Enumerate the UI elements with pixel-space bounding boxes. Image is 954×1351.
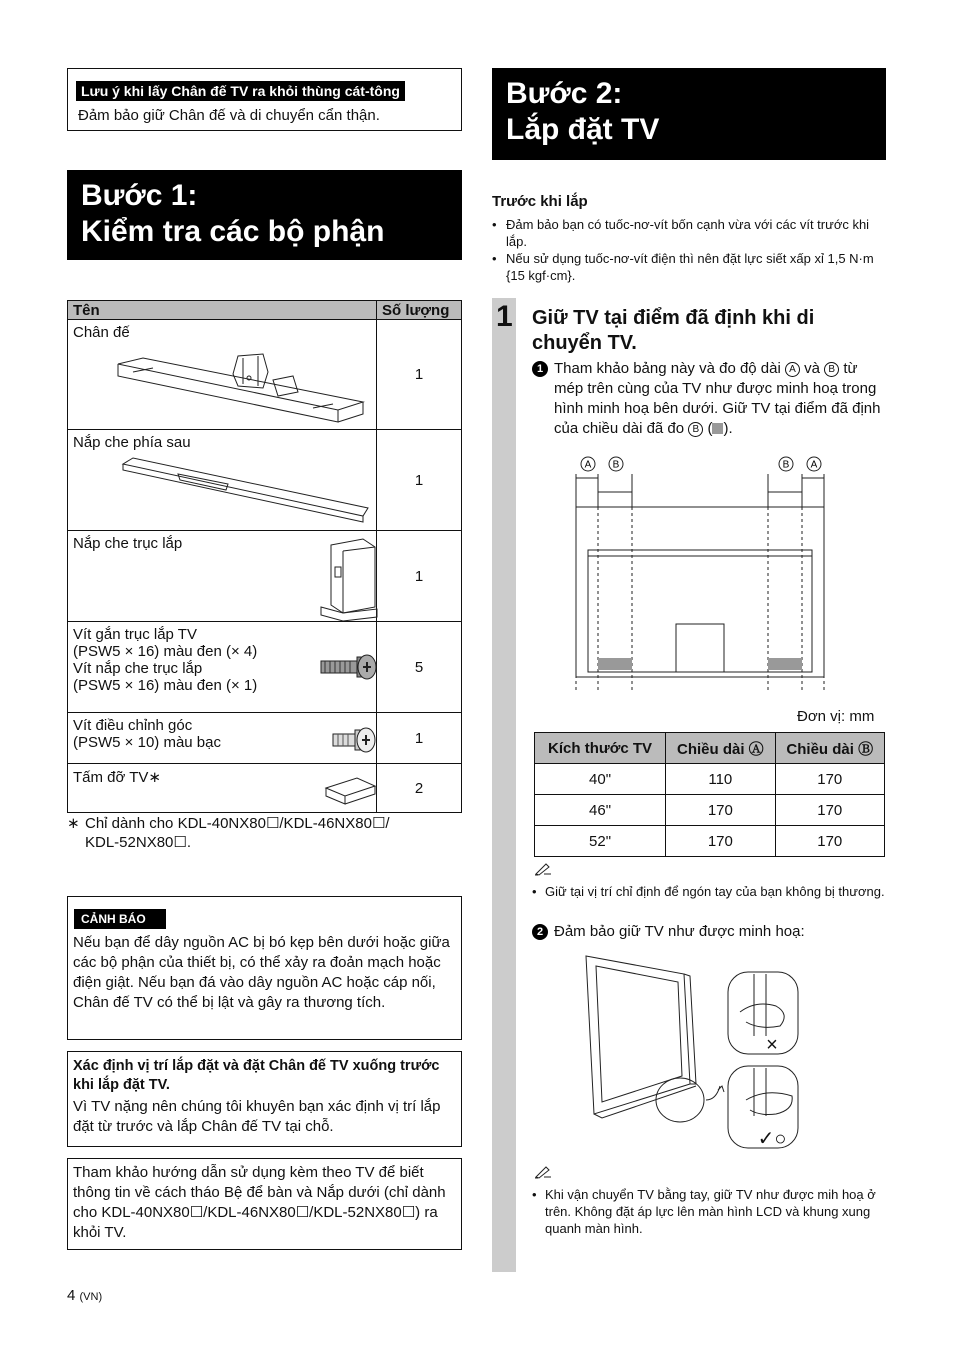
page-number-value: 4 xyxy=(67,1287,76,1304)
step2-heading xyxy=(492,68,886,160)
warning-label: CẢNH BÁO xyxy=(74,909,166,929)
step1-heading-line2: Kiểm tra các bộ phận xyxy=(81,215,385,248)
pencil-note-icon xyxy=(534,862,552,876)
list-item: • Khi vận chuyển TV bằng tay, giữ TV như được mih hoạ ở trên. Không đặt áp lực lên màn hình LCD và khung xung quanh màn hình. xyxy=(532,1186,887,1237)
diagram-label-b-right: B xyxy=(782,459,790,471)
screw-silver-image xyxy=(329,725,379,755)
item-number-badge: 2 xyxy=(532,924,548,940)
part-name: Nắp che phía sau xyxy=(73,434,191,451)
page-number-suffix: (VN) xyxy=(79,1291,103,1303)
unit-label: Đơn vị: mm xyxy=(797,708,875,725)
list-item: • Nếu sử dụng tuốc-nơ-vít điện thì nên đặt lực siết xấp xỉ 1,5 N·m {15 kgf·cm}. xyxy=(492,250,886,284)
table-cell: 46" xyxy=(535,795,666,826)
part-name-line: (PSW5 × 16) màu đen (× 4) xyxy=(73,643,258,660)
tv-holding-illustration xyxy=(580,950,820,1150)
reference-box xyxy=(67,1158,462,1250)
parts-header-name: Tên xyxy=(68,301,377,320)
step2-heading-line2: Lắp đặt TV xyxy=(506,113,660,146)
part-name: Chân đế xyxy=(73,324,130,341)
table-row xyxy=(68,531,462,622)
substep-item-2 xyxy=(532,923,887,940)
table-row xyxy=(68,764,462,813)
before-list xyxy=(492,216,886,284)
notice-text: Đảm bảo giữ Chân đế và di chuyển cẩn thận. xyxy=(78,107,380,124)
part-name: Nắp che trục lắp xyxy=(73,535,183,552)
table-cell: 170 xyxy=(666,795,775,826)
step2-heading-line1: Bước 2: xyxy=(506,77,623,110)
warning-box xyxy=(67,896,462,1040)
footnote-line1: Chỉ dành cho KDL-40NX80☐/KDL-46NX80☐/ xyxy=(85,815,390,832)
table-cell: 170 xyxy=(775,826,884,857)
table-cell: 40" xyxy=(535,764,666,795)
wrong-grip-mark: × xyxy=(766,1034,778,1056)
part-name: Tấm đỡ TV∗ xyxy=(73,769,161,786)
note-list-2 xyxy=(532,1186,887,1237)
item1-text-and: và xyxy=(804,360,821,377)
part-qty: 5 xyxy=(377,622,462,713)
substep-number: 1 xyxy=(496,300,513,333)
part-name-line: (PSW5 × 16) màu đen (× 1) xyxy=(73,677,258,694)
diagram-label-a-right: A xyxy=(810,459,818,471)
location-text: Vì TV nặng nên chúng tôi khuyên bạn xác định vị trí lắp đặt từ trước và lắp Chân đế TV tại chỗ. xyxy=(73,1098,441,1135)
pencil-note-icon xyxy=(534,1165,552,1179)
substep-item-1: 1 Tham khảo bảng này và đo độ dài A và B từ mép trên cùng của TV như được minh hoạ trong hình minh hoạ bên dưới. Giữ TV tại điểm đã định của chiều dài đã đo B ( ). xyxy=(532,359,887,439)
list-item: • Đảm bảo bạn có tuốc-nơ-vít bốn cạnh vừa với các vít trước khi lắp. xyxy=(492,216,886,250)
notice-label: Lưu ý khi lấy Chân đế TV ra khỏi thùng cát-tông xyxy=(76,81,405,101)
screw-black-image xyxy=(317,652,379,682)
circle-b-marker: B xyxy=(688,422,703,437)
table-row xyxy=(535,764,885,795)
location-box xyxy=(67,1051,462,1147)
part-name-line: Vít nắp che trục lắp xyxy=(73,660,203,677)
parts-table xyxy=(67,300,462,813)
footnote-line2: KDL-52NX80☐. xyxy=(85,834,191,851)
list-item: • Giữ tại vị trí chỉ định để ngón tay của bạn không bị thương. xyxy=(532,883,887,900)
size-header-a: Chiều dài Ⓐ xyxy=(666,733,775,764)
item-number-badge: 1 xyxy=(532,361,548,377)
mount-cover-image xyxy=(313,537,383,621)
step-sidebar xyxy=(492,298,516,1272)
step1-heading xyxy=(67,170,462,260)
tv-dimension-diagram xyxy=(560,452,840,692)
size-table xyxy=(534,732,885,857)
part-qty: 1 xyxy=(377,531,462,622)
page-number xyxy=(67,1287,102,1304)
part-name-line: Vít điều chỉnh góc xyxy=(73,717,193,734)
item2-text: Đảm bảo giữ TV như được minh hoạ: xyxy=(554,923,805,940)
size-header-b: Chiều dài Ⓑ xyxy=(775,733,884,764)
stand-image xyxy=(113,344,368,426)
location-title: Xác định vị trí lắp đặt và đặt Chân đế TV xuống trước khi lắp đặt TV. xyxy=(73,1058,440,1093)
before-title: Trước khi lắp xyxy=(492,193,588,210)
part-qty: 2 xyxy=(377,764,462,813)
diagram-label-a-left: A xyxy=(584,459,592,471)
table-cell: 170 xyxy=(775,764,884,795)
table-cell: 170 xyxy=(666,826,775,857)
reference-text: Tham khảo hướng dẫn sử dụng kèm theo TV để biết thông tin về cách tháo Bệ để bàn và Nắp dưới (chỉ dành cho KDL-40NX80☐/KDL-46NX80☐/KDL-52NX80☐) ra khỏi TV. xyxy=(73,1164,446,1241)
part-name-line: Vít gắn trục lắp TV xyxy=(73,626,197,643)
item1-text-b: từ mép trên cùng của TV như được minh hoạ trong hình minh hoạ bên dưới. Giữ TV tại điểm đã định của chiều dài đã đo xyxy=(554,360,881,437)
warning-text: Nếu bạn để dây nguồn AC bị bó kẹp bên dưới hoặc giữa các bộ phận của thiết bị, có thể xảy ra đoản mạch hoặc điện giật. Nếu bạn đá vào dây nguồn AC hoặc cáp nối, Chân đế TV có thể bị lật và gây ra thương tích. xyxy=(73,934,450,1011)
table-row xyxy=(68,713,462,764)
footnote xyxy=(67,814,462,852)
table-row xyxy=(68,622,462,713)
rear-cover-image xyxy=(118,456,373,528)
table-cell: 52" xyxy=(535,826,666,857)
notice-box xyxy=(67,68,462,131)
part-qty: 1 xyxy=(377,320,462,430)
step1-heading-line1: Bước 1: xyxy=(81,179,198,212)
tv-support-pad-image xyxy=(323,774,379,808)
size-header-tv: Kích thước TV xyxy=(535,733,666,764)
part-name-line: (PSW5 × 10) màu bạc xyxy=(73,734,221,751)
parts-header-qty: Số lượng xyxy=(377,301,462,320)
note-list-1 xyxy=(532,883,887,900)
footnote-mark: ∗ xyxy=(67,815,80,832)
table-row xyxy=(535,826,885,857)
circle-b-marker: B xyxy=(824,362,839,377)
table-row xyxy=(68,430,462,531)
table-row xyxy=(68,320,462,430)
table-row xyxy=(535,795,885,826)
item1-text-a: Tham khảo bảng này và đo độ dài xyxy=(554,360,781,377)
part-qty: 1 xyxy=(377,713,462,764)
circle-a-marker: A xyxy=(785,362,800,377)
table-cell: 110 xyxy=(666,764,775,795)
gray-square-icon xyxy=(712,423,723,434)
substep-title: Giữ TV tại điểm đã định khi di chuyển TV. xyxy=(532,307,815,354)
diagram-label-b-left: B xyxy=(612,459,620,471)
table-cell: 170 xyxy=(775,795,884,826)
correct-grip-mark: ✓○ xyxy=(757,1128,787,1150)
part-qty: 1 xyxy=(377,430,462,531)
